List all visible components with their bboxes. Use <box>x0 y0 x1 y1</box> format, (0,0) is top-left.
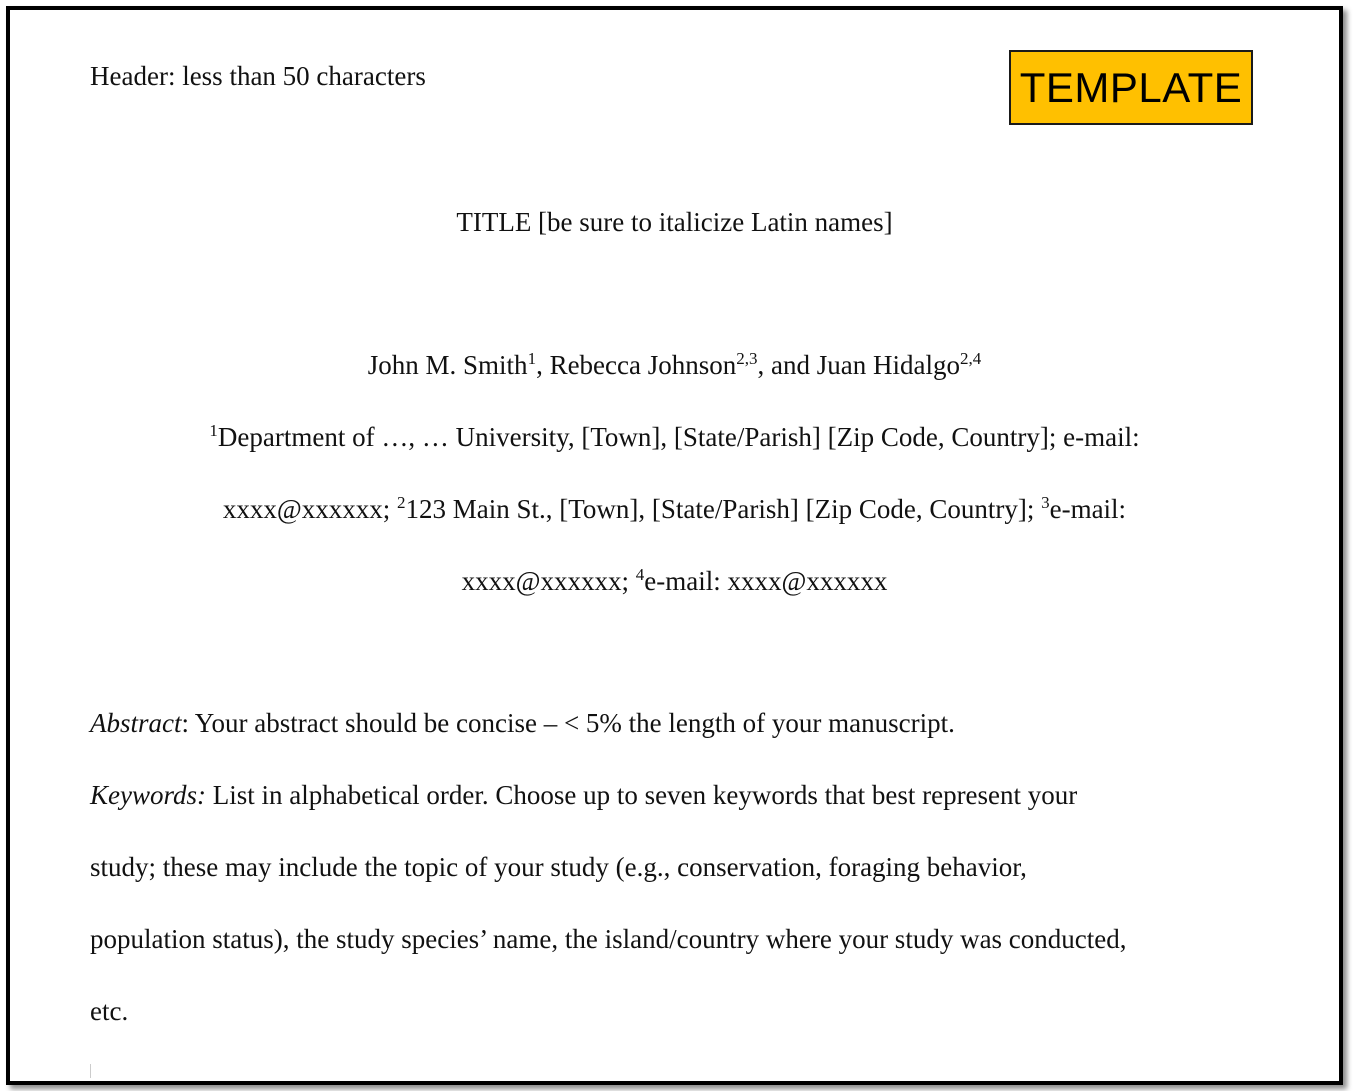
affiliation-4-mark: 4 <box>635 565 645 584</box>
author-2-name: , Rebecca Johnson <box>536 350 737 380</box>
manuscript-title: TITLE [be sure to italicize Latin names] <box>456 207 893 237</box>
author-1-affiliation-mark: 1 <box>527 349 537 368</box>
affiliation-1-text: Department of …, … University, [Town], [State/Parish] [Zip Code, Country]; e-mail: <box>217 422 1140 452</box>
keywords-line-2: study; these may include the topic of your study (e.g., conservation, foraging behavior, <box>90 852 1027 882</box>
template-badge: TEMPLATE <box>1009 50 1253 125</box>
affiliation-2-text: 123 Main St., [Town], [State/Parish] [Zip Code, Country]; <box>405 494 1042 524</box>
text-cursor <box>90 1064 91 1078</box>
affiliation-3-mark: 3 <box>1041 493 1050 512</box>
abstract-label: Abstract <box>90 708 182 738</box>
abstract-paragraph <box>90 707 955 739</box>
author-1-name: John M. Smith <box>367 350 528 380</box>
affiliation-2-mark: 2 <box>397 493 406 512</box>
author-3-affiliation-mark: 2,4 <box>959 349 982 368</box>
author-list <box>10 349 1339 381</box>
running-header: Header: less than 50 characters <box>90 61 426 91</box>
document-page <box>6 6 1343 1085</box>
abstract-text: : Your abstract should be concise – < 5% the length of your manuscript. <box>181 708 955 738</box>
affiliation-line-2 <box>10 493 1339 525</box>
affiliation-1-mark: 1 <box>209 421 218 440</box>
keywords-line-1 <box>90 779 1077 811</box>
keywords-line-4: etc. <box>90 996 129 1026</box>
keywords-line-3: population status), the study species’ name, the island/country where your study was conducted, <box>90 924 1127 954</box>
author-2-affiliation-mark: 2,3 <box>736 349 758 368</box>
affiliation-3-label: e-mail: <box>1049 494 1127 524</box>
affiliation-3-email: xxxx@xxxxxx; <box>461 566 636 596</box>
affiliation-line-1 <box>10 421 1339 453</box>
keywords-text-1: List in alphabetical order. Choose up to seven keywords that best represent your <box>206 780 1078 810</box>
affiliation-1-email: xxxx@xxxxxx; <box>222 494 398 524</box>
keywords-label: Keywords: <box>90 780 206 810</box>
author-3-name: , and Juan Hidalgo <box>757 350 960 380</box>
affiliation-4-email: e-mail: xxxx@xxxxxx <box>644 566 888 596</box>
affiliation-line-3 <box>10 565 1339 597</box>
